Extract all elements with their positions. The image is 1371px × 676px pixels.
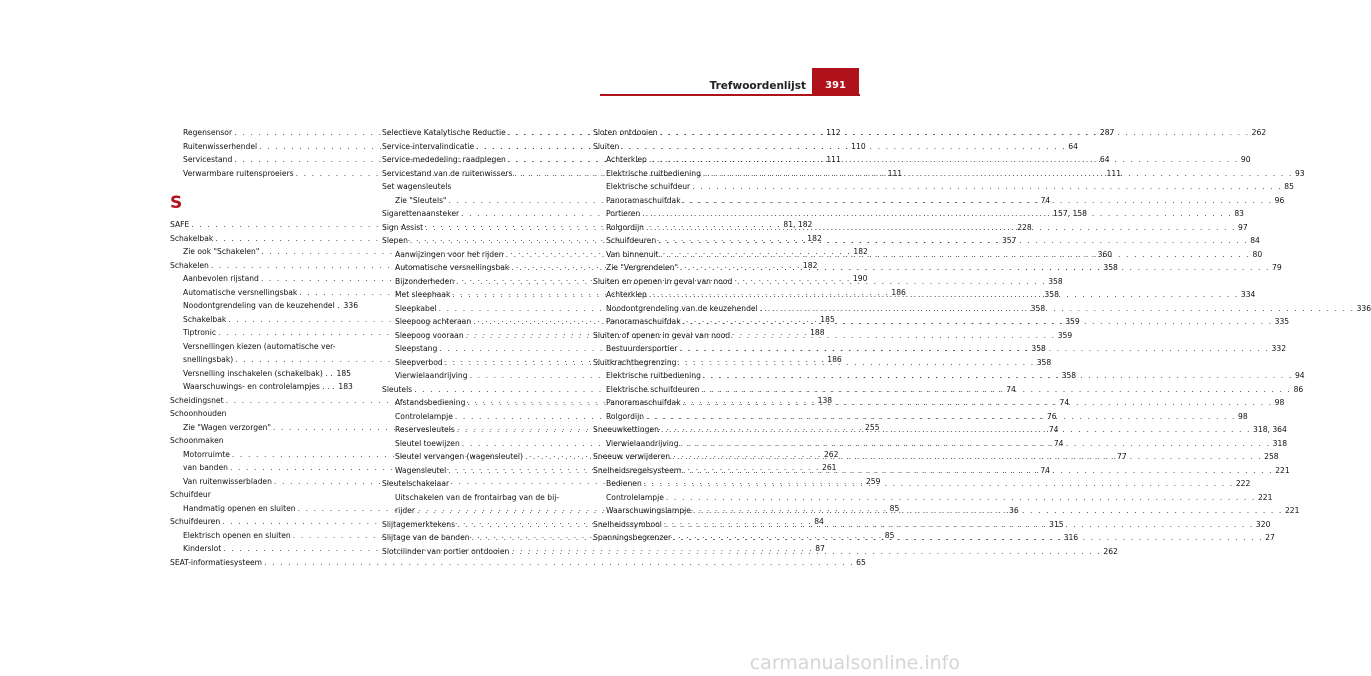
entry-label: Met sleephaak bbox=[395, 290, 451, 299]
dot-leader bbox=[649, 153, 1239, 167]
entry-page: 357 bbox=[1001, 236, 1017, 245]
entry-page: 221 bbox=[1257, 492, 1273, 502]
entry-label: Sleepstang bbox=[395, 344, 438, 353]
entry-page: 287 bbox=[1099, 128, 1115, 137]
entry-page: 316 bbox=[1063, 533, 1079, 542]
entry-label: Schuifdeuren bbox=[606, 236, 657, 245]
entry-page: 110 bbox=[851, 141, 866, 151]
dot-leader bbox=[683, 396, 1273, 410]
entry-page: 182 bbox=[802, 260, 818, 270]
entry-label: Automatische versnellingsbak bbox=[183, 287, 298, 297]
entry-label: Van ruitenwisserbladen bbox=[183, 476, 272, 486]
dot-leader bbox=[683, 464, 1273, 478]
entry-label: Sleepkabel bbox=[395, 303, 437, 313]
entry-page: 138 bbox=[817, 395, 833, 405]
dot-leader bbox=[660, 126, 1250, 140]
entry-label: Rolgordijn bbox=[606, 222, 644, 232]
entry-page: 258 bbox=[1264, 452, 1279, 461]
index-heading: Schuifdeur bbox=[170, 490, 211, 499]
dot-leader bbox=[673, 531, 1263, 545]
dot-leader bbox=[692, 180, 1282, 194]
entry-page: 358 bbox=[1048, 276, 1063, 286]
entry-label: Sleepoog vooraan bbox=[395, 330, 464, 340]
dot-leader bbox=[660, 248, 1250, 262]
entry-label: Portieren bbox=[606, 209, 641, 218]
entry-label: Rolgordijn bbox=[606, 411, 644, 421]
entry-label: Automatische versnellingsbak bbox=[395, 263, 510, 272]
entry-label: SAFE bbox=[170, 220, 190, 229]
entry-label: Achterklep bbox=[606, 155, 647, 164]
index-heading: Set wagensleutels bbox=[382, 182, 452, 191]
entry-page: 190 bbox=[852, 274, 868, 283]
entry-page: 182 bbox=[853, 247, 868, 256]
entry-page: 74 bbox=[1053, 438, 1064, 448]
entry-page: 87 bbox=[815, 544, 825, 553]
index-heading: Sluitkrachtbegrenzing bbox=[593, 357, 677, 367]
entry-page: 221 bbox=[1284, 506, 1300, 515]
entry-page: 84 bbox=[814, 517, 824, 526]
entry-label: Waarschuwings- en controlelampjes . . . bbox=[183, 382, 335, 391]
entry-label: Slepen bbox=[382, 236, 408, 245]
entry-page: 77 bbox=[1117, 452, 1127, 461]
index-subentry bbox=[170, 367, 352, 381]
dot-leader bbox=[765, 302, 1355, 316]
entry-page: 334 bbox=[1240, 290, 1256, 299]
entry-label: Zie "Vergrendelen" bbox=[606, 263, 678, 272]
entry-page: 358 bbox=[1103, 263, 1118, 272]
entry-page: 86 bbox=[1293, 384, 1304, 394]
entry-label: Motorruimte bbox=[183, 449, 230, 459]
entry-label: Selectieve Katalytische Reductie bbox=[382, 128, 506, 137]
entry-label: Servicestand van de ruitenwissers bbox=[382, 168, 513, 178]
entry-label: Afstandsbediening bbox=[395, 398, 466, 407]
entry-label: Slijtagemerktekens bbox=[382, 519, 456, 529]
entry-page: 182 bbox=[807, 233, 822, 243]
entry-page: 111 bbox=[887, 168, 903, 178]
entry-label: Achterklep bbox=[606, 290, 647, 299]
entry-page: 259 bbox=[865, 476, 881, 486]
entry-label: Controlelampje bbox=[395, 411, 453, 421]
index-heading: Sluiten en openen in geval van nood bbox=[593, 276, 733, 286]
entry-page: 188 bbox=[810, 328, 825, 337]
dot-leader bbox=[703, 369, 1293, 383]
entry-label: Schakelbak bbox=[183, 314, 227, 324]
entry-label: Elektrische schuifdeur bbox=[606, 182, 691, 191]
entry-label: Service-mededeling: raadplegen bbox=[382, 155, 506, 164]
entry-label: Handmatig openen en sluiten bbox=[183, 503, 296, 513]
entry-label: Tiptronic bbox=[183, 328, 217, 337]
dot-leader bbox=[661, 423, 1251, 437]
entry-label: Noodontgrendeling van de keuzehendel . bbox=[183, 301, 340, 310]
entry-page: 96 bbox=[1274, 195, 1285, 205]
dot-leader bbox=[681, 437, 1271, 451]
entry-label: Elektrische ruitbediening bbox=[606, 168, 701, 178]
entry-page: 358 bbox=[1030, 303, 1046, 313]
dot-leader bbox=[683, 315, 1273, 329]
dot-leader bbox=[679, 342, 1269, 356]
entry-page: 262 bbox=[823, 449, 839, 459]
index-subentry bbox=[593, 491, 1273, 505]
entry-label: Versnelling inschakelen (schakelbak) . . bbox=[183, 368, 333, 378]
page-title: Trefwoordenlijst bbox=[709, 80, 806, 92]
entry-page: 358 bbox=[1044, 290, 1059, 299]
index-subentry-heading: Versnellingen kiezen (automatische ver- bbox=[183, 341, 336, 351]
entry-page: 186 bbox=[891, 287, 906, 297]
watermark: carmanualsonline.info bbox=[749, 652, 960, 674]
entry-page: 360 bbox=[1097, 249, 1113, 259]
entry-page: 358 bbox=[1061, 371, 1077, 380]
page-number: 391 bbox=[825, 80, 846, 91]
index-subentry bbox=[170, 299, 359, 313]
entry-page: 318 bbox=[1272, 438, 1288, 448]
entry-label: Bestuurdersportier bbox=[606, 344, 678, 353]
entry-label: Wagensleutel bbox=[395, 465, 447, 475]
dot-leader bbox=[646, 221, 1236, 235]
entry-label: Waarschuwingslampje bbox=[606, 506, 691, 515]
index-heading: Sleutelschakelaar bbox=[382, 479, 450, 488]
entry-page: 64 bbox=[1068, 141, 1078, 151]
entry-page: 261 bbox=[822, 463, 837, 472]
entry-page: 93 bbox=[1294, 168, 1305, 178]
entry-page: 74 bbox=[1006, 384, 1016, 394]
entry-label: Sleepoog achteraan bbox=[395, 317, 472, 326]
entry-page: 85 bbox=[1284, 182, 1294, 191]
entry-label: van banden bbox=[183, 463, 228, 472]
entry-page: 79 bbox=[1272, 263, 1282, 272]
entry-page: 98 bbox=[1238, 411, 1248, 421]
dot-leader bbox=[644, 477, 1234, 491]
entry-label: Zie "Wagen verzorgen" bbox=[183, 422, 271, 432]
entry-label: Reservesleutels bbox=[395, 425, 455, 434]
entry-page: 359 bbox=[1057, 330, 1073, 340]
dot-leader bbox=[702, 383, 1292, 397]
entry-label: Sneeuwkettingen bbox=[593, 425, 659, 434]
entry-page: 332 bbox=[1271, 344, 1287, 353]
entry-label: Verwarmbare ruitensproeiers bbox=[183, 168, 294, 178]
entry-label: Snelheidssymbool bbox=[593, 519, 662, 529]
index-subentry-heading: Uitschakelen van de frontairbag van de bij- bbox=[395, 492, 560, 502]
entry-page: 336 bbox=[1356, 303, 1371, 313]
entry-label: Elektrisch openen en sluiten bbox=[183, 530, 291, 540]
entry-label: Scheidingsnet bbox=[170, 395, 224, 405]
index-heading: Schoonhouden bbox=[170, 409, 227, 418]
dot-leader bbox=[683, 194, 1273, 208]
entry-label: Snelheidsregelsysteem bbox=[593, 465, 682, 475]
dot-leader bbox=[703, 167, 1293, 181]
entry-label: Controlelampje bbox=[606, 492, 664, 502]
entry-page: 315 bbox=[1049, 519, 1064, 529]
entry-label: Sleutel vervangen (wagensleutel) bbox=[395, 452, 523, 461]
entry-label: SEAT-informatiesysteem bbox=[170, 557, 263, 567]
entry-page: 185 bbox=[336, 368, 352, 378]
entry-page: 262 bbox=[1251, 128, 1267, 137]
entry-page: 84 bbox=[1250, 236, 1260, 245]
entry-page: 27 bbox=[1265, 533, 1275, 542]
entry-page: 65 bbox=[856, 557, 866, 567]
entry-label: Sleutels bbox=[382, 384, 413, 394]
entry-page: 74 bbox=[1040, 465, 1051, 475]
entry-label: Schuifdeuren bbox=[170, 517, 221, 526]
entry-page: 85 bbox=[889, 503, 900, 513]
entry-page: 111 bbox=[1106, 168, 1122, 178]
entry-page: 111 bbox=[826, 155, 841, 164]
dot-leader bbox=[693, 504, 1283, 518]
entry-label: Aanwijzingen voor het rijden bbox=[395, 249, 504, 259]
dot-leader bbox=[642, 207, 1232, 221]
entry-page: 157, 158 bbox=[1053, 209, 1087, 218]
index-subentry bbox=[593, 180, 1294, 194]
entry-label: Sigarettenaansteker bbox=[382, 209, 460, 218]
entry-page: 358 bbox=[1031, 344, 1046, 353]
dot-leader bbox=[672, 450, 1262, 464]
entry-label: snellingsbak) bbox=[183, 355, 234, 364]
section-letter: S bbox=[170, 193, 183, 213]
entry-page: 255 bbox=[865, 422, 880, 432]
entry-page: 97 bbox=[1238, 222, 1248, 232]
entry-label: Panoramaschuifdak bbox=[606, 195, 681, 205]
entry-label: Regensensor bbox=[183, 128, 233, 137]
entry-page: 336 bbox=[343, 301, 359, 310]
entry-page: 83 bbox=[1234, 209, 1244, 218]
entry-label: Vierwielaandrijving bbox=[395, 371, 468, 380]
entry-label: Ruitenwisserhendel bbox=[183, 141, 258, 151]
entry-page: 335 bbox=[1274, 317, 1290, 326]
entry-page: 74 bbox=[1059, 398, 1070, 407]
entry-label: Schakelen bbox=[170, 260, 209, 270]
entry-page: 262 bbox=[1103, 546, 1118, 556]
entry-label: Kinderslot bbox=[183, 544, 222, 553]
entry-page: 183 bbox=[338, 382, 353, 391]
entry-page: 185 bbox=[820, 314, 835, 324]
entry-page: 318, 364 bbox=[1253, 425, 1287, 434]
entry-label: Slijtage van de banden bbox=[382, 533, 470, 542]
index-heading: Sluiten of openen in geval van nood bbox=[593, 330, 731, 340]
entry-page: 74 bbox=[1040, 195, 1051, 205]
dot-leader bbox=[680, 261, 1270, 275]
entry-label: Panoramaschuifdak bbox=[606, 317, 681, 326]
entry-page: 64 bbox=[1099, 155, 1110, 164]
entry-page: 98 bbox=[1274, 398, 1285, 407]
entry-page: 74 bbox=[1048, 425, 1059, 434]
entry-label: Schakelbak bbox=[170, 233, 214, 243]
entry-label: Zie ook "Schakelen" bbox=[183, 247, 260, 256]
entry-label: Slotcilinder van portier ontdooien bbox=[382, 546, 510, 556]
entry-label: Servicestand bbox=[183, 155, 233, 164]
entry-label: Van binnenuit bbox=[606, 249, 659, 259]
entry-page: 94 bbox=[1294, 371, 1305, 380]
entry-label: rijder bbox=[395, 506, 415, 515]
entry-label: Service-intervalindicatie bbox=[382, 141, 475, 151]
entry-label: Zie "Sleutels" bbox=[395, 195, 447, 205]
entry-label: Bedienen bbox=[606, 479, 642, 488]
entry-label: Sleepverbod bbox=[395, 357, 443, 367]
entry-page: 90 bbox=[1240, 155, 1251, 164]
entry-label: Sloten ontdooien bbox=[593, 128, 658, 137]
index-heading: Sluiten bbox=[593, 141, 620, 151]
index-heading: Schoonmaken bbox=[170, 436, 224, 445]
dot-leader bbox=[658, 234, 1248, 248]
dot-leader bbox=[646, 410, 1236, 424]
entry-label: Sneeuw verwijderen bbox=[593, 452, 671, 461]
entry-label: Panoramaschuifdak bbox=[606, 398, 681, 407]
entry-label: Aanbevolen rijstand bbox=[183, 274, 259, 283]
entry-page: 359 bbox=[1065, 317, 1080, 326]
entry-page: 85 bbox=[884, 530, 895, 540]
entry-page: 80 bbox=[1252, 249, 1263, 259]
dot-leader bbox=[511, 545, 1101, 559]
entry-label: Elektrische schuifdeuren bbox=[606, 384, 700, 394]
dot-leader bbox=[666, 491, 1256, 505]
entry-label: Sign Assist bbox=[382, 222, 424, 232]
entry-page: 358 bbox=[1036, 357, 1052, 367]
entry-page: 228 bbox=[1017, 222, 1032, 232]
index-subentry bbox=[170, 380, 353, 394]
entry-label: Noodontgrendeling van de keuzehendel . bbox=[606, 303, 763, 313]
entry-page: 36 bbox=[1009, 506, 1019, 515]
entry-label: Spanningsbegrenzer bbox=[593, 533, 672, 542]
entry-page: 81, 182 bbox=[783, 220, 813, 229]
index-entry bbox=[170, 556, 866, 570]
dot-leader bbox=[664, 518, 1254, 532]
dot-leader bbox=[649, 288, 1239, 302]
entry-page: 221 bbox=[1275, 465, 1290, 475]
entry-page: 112 bbox=[826, 128, 841, 137]
entry-page: 186 bbox=[827, 355, 842, 364]
entry-page: 320 bbox=[1255, 519, 1271, 529]
entry-label: Elektrische ruitbediening bbox=[606, 371, 701, 380]
entry-page: 222 bbox=[1235, 479, 1251, 488]
entry-label: Bijzonderheden bbox=[395, 276, 455, 286]
entry-page: 76 bbox=[1046, 411, 1057, 421]
entry-label: Sleutel toewijzen bbox=[395, 438, 460, 448]
entry-label: Vierwielaandrijving bbox=[606, 438, 679, 448]
